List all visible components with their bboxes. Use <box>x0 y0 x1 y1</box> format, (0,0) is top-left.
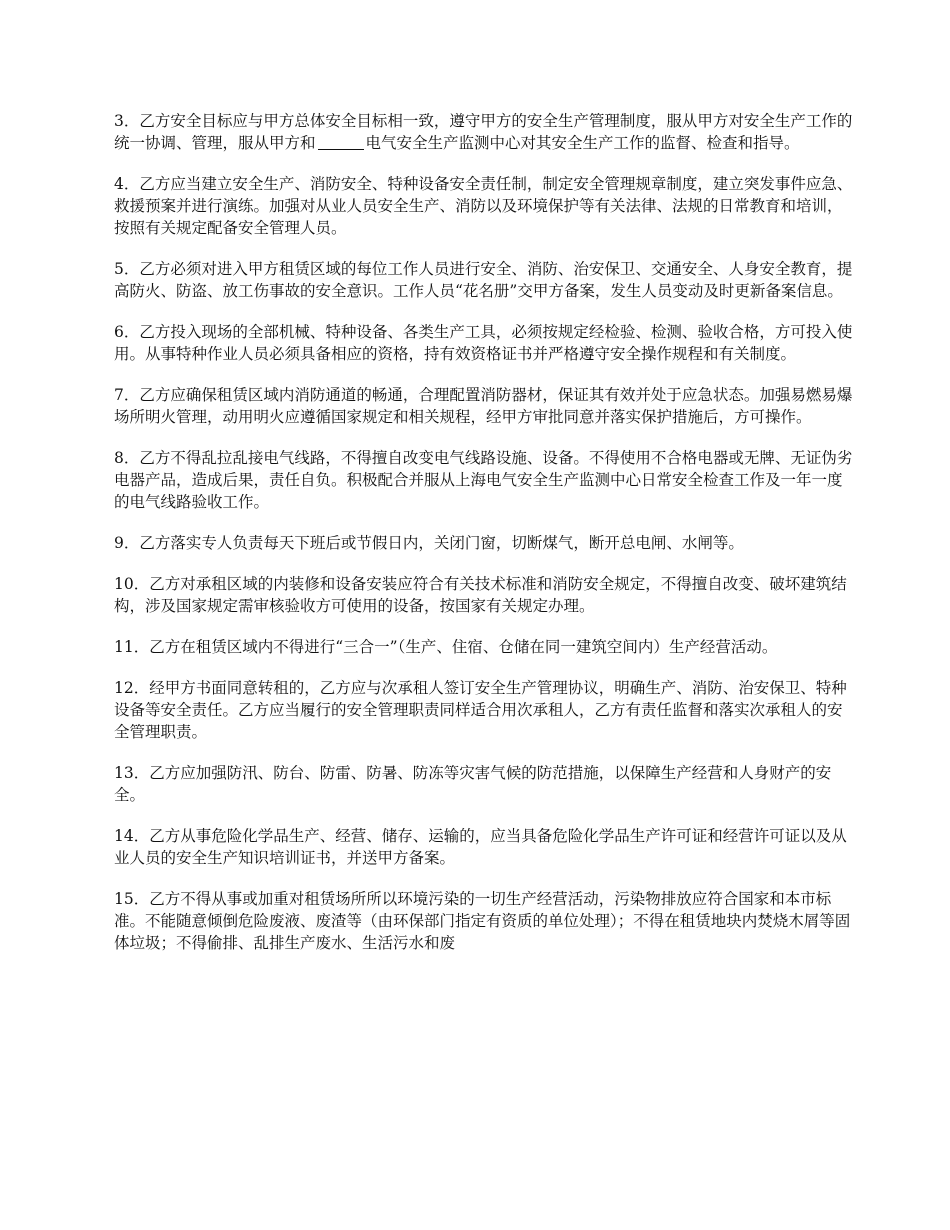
clause-number: 10． <box>114 575 150 593</box>
clause-14 <box>114 825 854 869</box>
clause-number: 5． <box>114 260 140 278</box>
clause-text: 乙方不得乱拉乱接电气线路，不得擅自改变电气线路设施、设备。不得使用不合格电器或无牌、无证伪劣电器产品，造成后果，责任自负。积极配合并服从上海电气安全生产监测中心日常安全检查工作及一年一度的电气线路验收工作。 <box>114 449 853 511</box>
clause-text: 经甲方书面同意转租的，乙方应与次承租人签订安全生产管理协议，明确生产、消防、治安保卫、特种设备等安全责任。乙方应当履行的安全管理职责同样适合用次承租人，乙方有责任监督和落实次承租人的安全管理职责。 <box>114 679 847 741</box>
clause-text: 乙方不得从事或加重对租赁场所所以环境污染的一切生产经营活动，污染物排放应符合国家和本市标准。不能随意倾倒危险废液、废渣等（由环保部门指定有资质的单位处理）；不得在租赁地块内焚烧木屑等固体垃圾；不得偷排、乱排生产废水、生活污水和废 <box>114 890 851 952</box>
clause-12 <box>114 677 854 743</box>
clause-text: 乙方投入现场的全部机械、特种设备、各类生产工具，必须按规定经检验、检测、验收合格，方可投入使用。从事特种作业人员必须具备相应的资格，持有效资格证书并严格遵守安全操作规程和有关制度。 <box>114 323 853 363</box>
clause-number: 6． <box>114 323 140 341</box>
clause-15 <box>114 888 854 954</box>
clause-number: 9． <box>114 534 140 552</box>
clause-text: 乙方从事危险化学品生产、经营、储存、运输的，应当具备危险化学品生产许可证和经营许可证以及从业人员的安全生产知识培训证书，并送甲方备案。 <box>114 827 847 867</box>
clause-text-continued: 电气安全生产监测中心对其安全生产工作的监督、检查和指导。 <box>365 134 800 152</box>
clause-text: 乙方必须对进入甲方租赁区域的每位工作人员进行安全、消防、治安保卫、交通安全、人身安全教育，提高防火、防盗、放工伤事故的安全意识。工作人员“花名册”交甲方备案，发生人员变动及时更新备案信息。 <box>114 260 853 300</box>
clause-number: 14． <box>114 827 150 845</box>
clause-3 <box>114 110 854 154</box>
clause-11 <box>114 636 854 658</box>
clause-text: 乙方应确保租赁区域内消防通道的畅通，合理配置消防器材，保证其有效并处于应急状态。加强易燃易爆场所明火管理，动用明火应遵循国家规定和相关规程，经甲方审批同意并落实保护措施后，方可操作。 <box>114 386 853 426</box>
clause-text: 乙方落实专人负责每天下班后或节假日内，关闭门窗，切断煤气，断开总电闸、水闸等。 <box>139 534 744 552</box>
clause-5 <box>114 258 854 302</box>
clause-number: 11． <box>114 638 150 656</box>
fill-in-blank <box>318 133 364 150</box>
clause-number: 8． <box>114 449 140 467</box>
clause-number: 7． <box>114 386 140 404</box>
clause-text: 乙方安全目标应与甲方总体安全目标相一致，遵守甲方的安全生产管理制度，服从甲方对安全生产工作的统一协调、管理，服从甲方和 <box>114 112 853 152</box>
clause-text: 乙方应当建立安全生产、消防安全、特种设备安全责任制，制定安全管理规章制度，建立突发事件应急、救援预案并进行演练。加强对从业人员安全生产、消防以及环境保护等有关法律、法规的日常教育和培训，按照有关规定配备安全管理人员。 <box>114 175 853 237</box>
clause-6 <box>114 321 854 365</box>
clause-9 <box>114 532 854 554</box>
clause-text: 乙方应加强防汛、防台、防雷、防暑、防冻等灾害气候的防范措施，以保障生产经营和人身财产的安全。 <box>114 764 832 804</box>
document-page <box>114 110 854 973</box>
clause-number: 3． <box>114 112 140 130</box>
clause-number: 13． <box>114 764 150 782</box>
clause-4 <box>114 173 854 239</box>
clause-13 <box>114 762 854 806</box>
clause-10 <box>114 573 854 617</box>
clause-text: 乙方对承租区域的内装修和设备安装应符合有关技术标准和消防安全规定，不得擅自改变、破坏建筑结构，涉及国家规定需审核验收方可使用的设备，按国家有关规定办理。 <box>114 575 847 615</box>
clause-number: 15． <box>114 890 150 908</box>
clause-number: 4． <box>114 175 140 193</box>
clause-7 <box>114 384 854 428</box>
clause-text: 乙方在租赁区域内不得进行“三合一”（生产、住宿、仓储在同一建筑空间内）生产经营活动。 <box>149 638 778 656</box>
clause-8 <box>114 447 854 513</box>
clause-number: 12． <box>114 679 150 697</box>
